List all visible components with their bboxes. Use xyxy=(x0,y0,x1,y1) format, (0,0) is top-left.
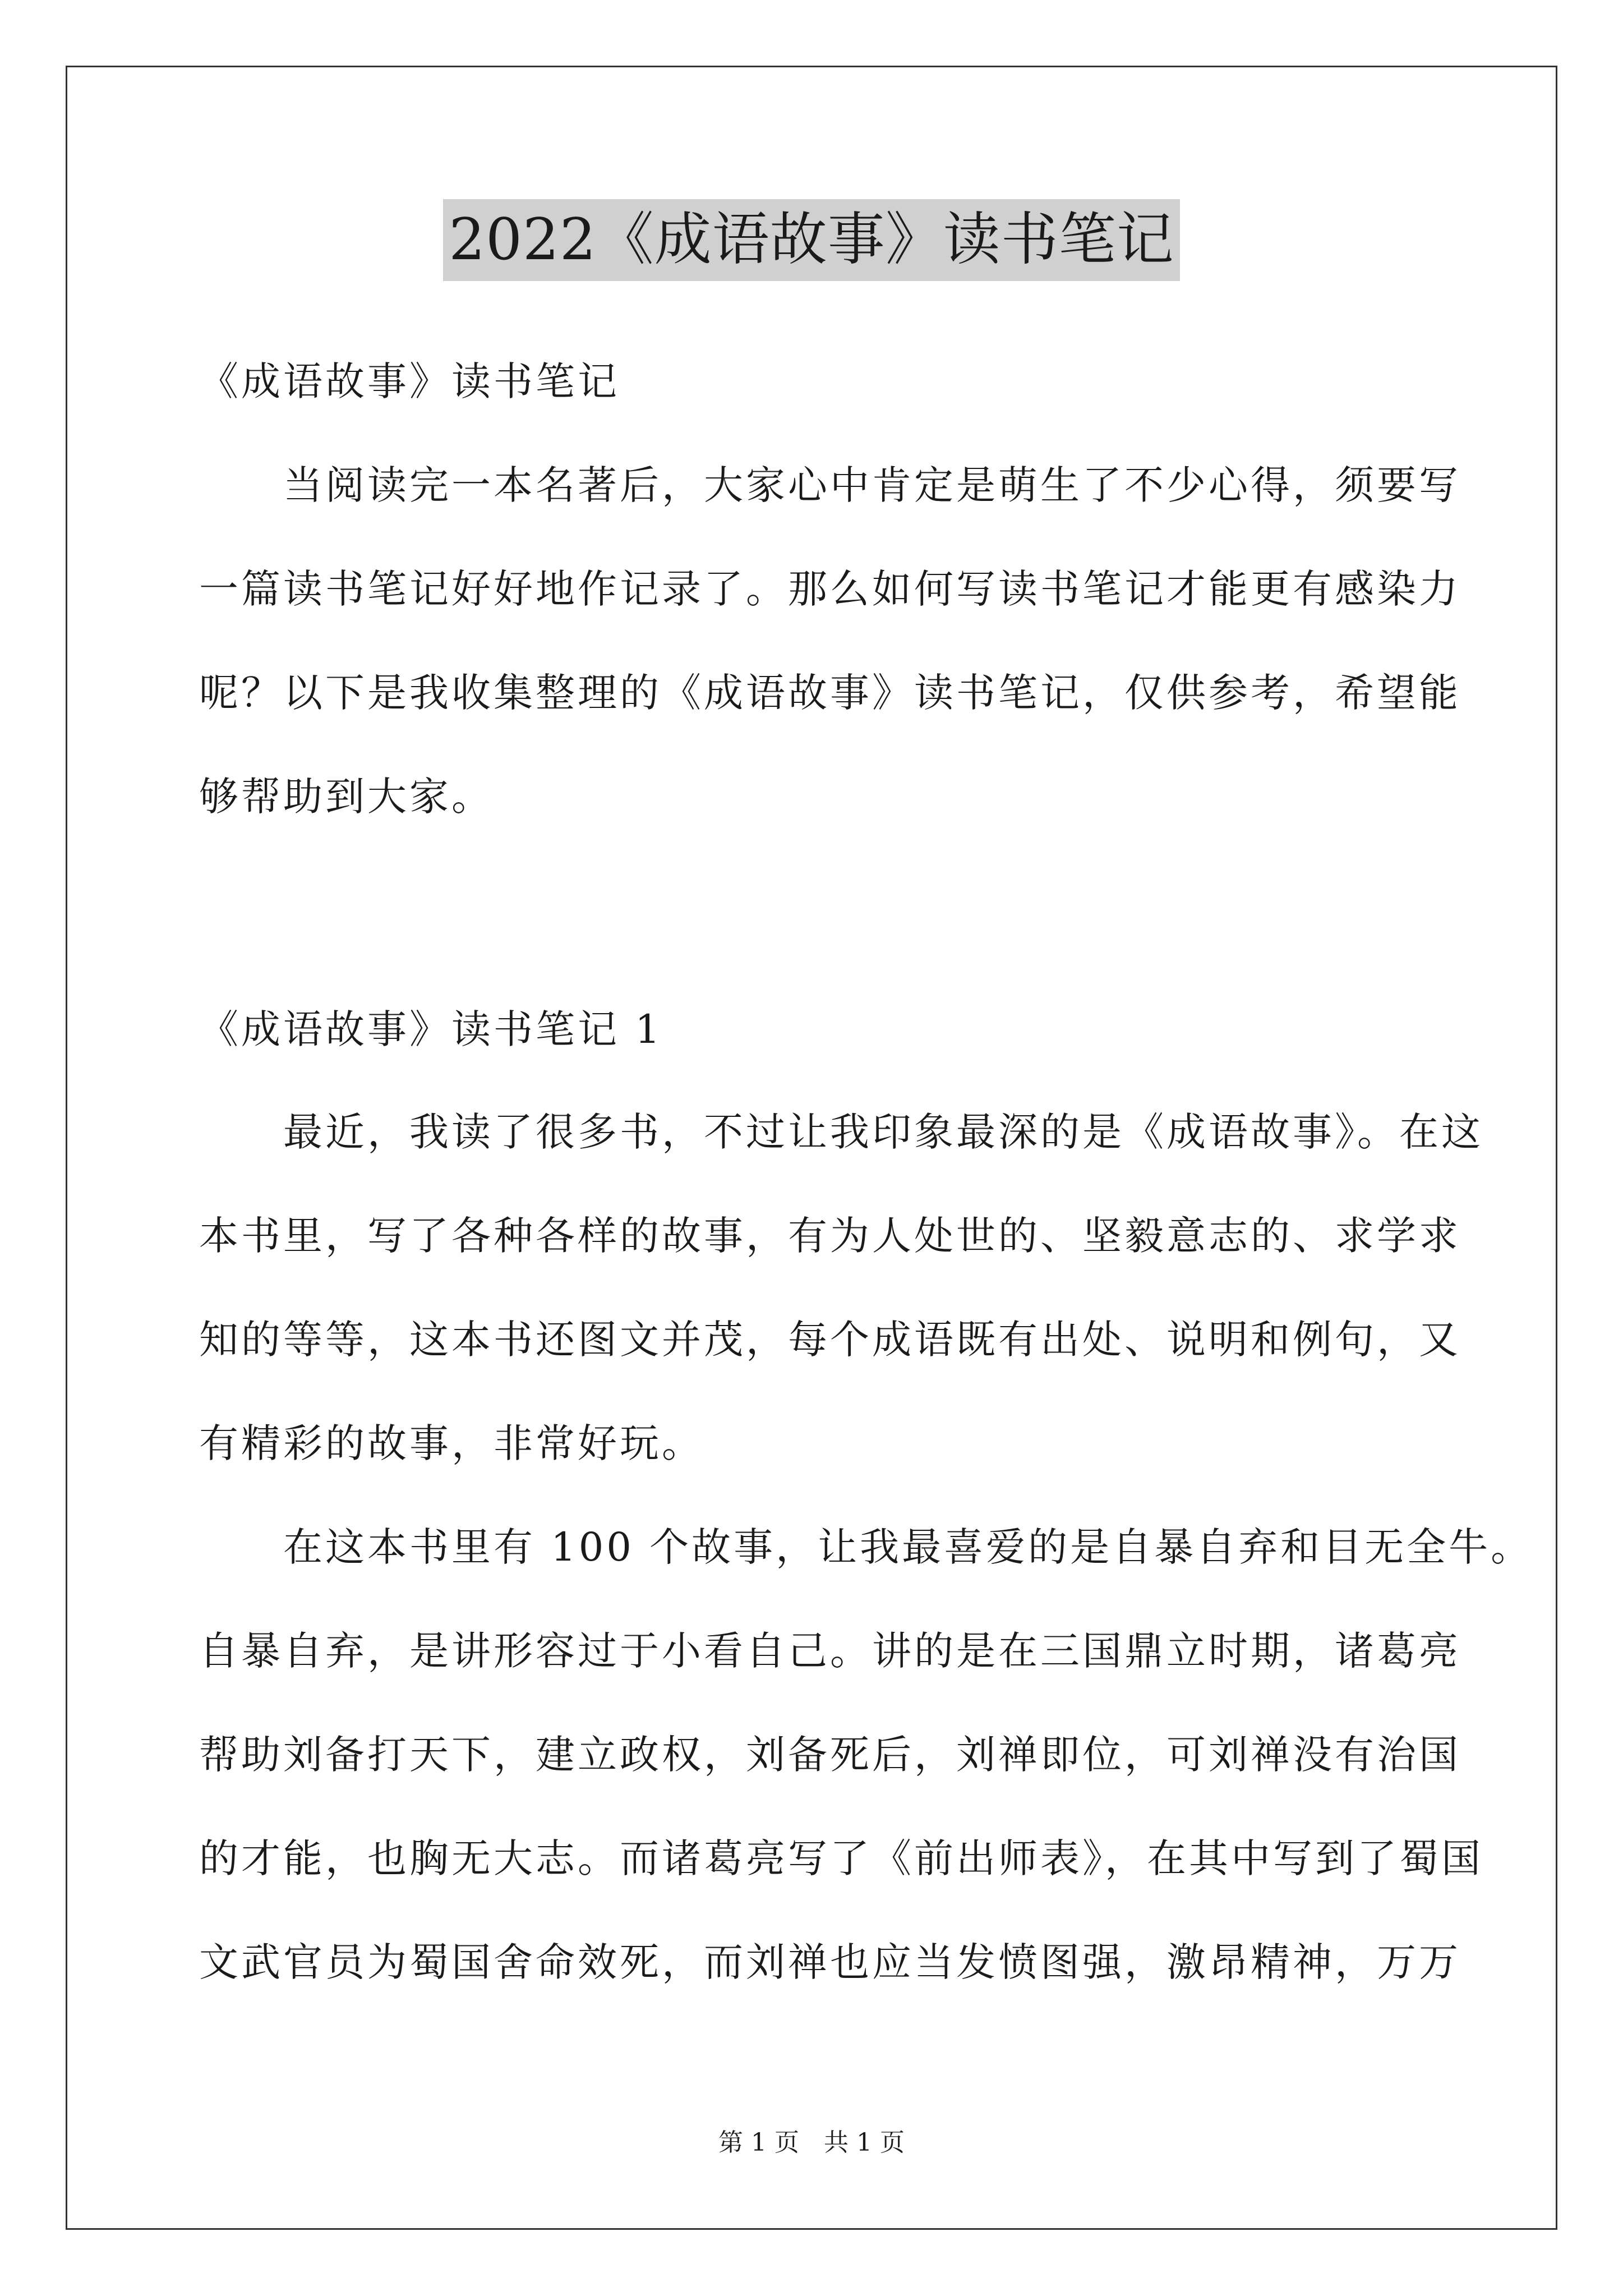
body-line: 的才能，也胸无大志。而诸葛亮写了《前出师表》，在其中写到了蜀国 xyxy=(199,1835,1483,1881)
body-line: 够帮助到大家。 xyxy=(199,774,494,820)
page-number-footer: 第 1 页 共 1 页 xyxy=(718,2128,905,2157)
section-heading: 《成语故事》读书笔记 1 xyxy=(199,1006,663,1052)
body-line: 文武官员为蜀国舍命效死，而刘禅也应当发愤图强，激昂精神，万万 xyxy=(199,1939,1461,1985)
body-line: 一篇读书笔记好好地作记录了。那么如何写读书笔记才能更有感染力 xyxy=(199,566,1461,612)
body-line: 最近，我读了很多书，不过让我印象最深的是《成语故事》。在这 xyxy=(199,1109,1483,1155)
body-line: 本书里，写了各种各样的故事，有为人处世的、坚毅意志的、求学求 xyxy=(199,1213,1461,1259)
body-line: 呢？以下是我收集整理的《成语故事》读书笔记，仅供参考，希望能 xyxy=(199,670,1461,716)
body-line: 自暴自弃，是讲形容过于小看自己。讲的是在三国鼎立时期，诸葛亮 xyxy=(199,1628,1461,1674)
body-line: 知的等等，这本书还图文并茂，每个成语既有出处、说明和例句，又 xyxy=(199,1317,1461,1363)
document-title: 2022《成语故事》读书笔记 xyxy=(443,199,1180,281)
body-line: 帮助刘备打天下，建立政权，刘备死后，刘禅即位，可刘禅没有治国 xyxy=(199,1732,1461,1778)
body-line: 当阅读完一本名著后，大家心中肯定是萌生了不少心得，须要写 xyxy=(199,462,1461,508)
body-line: 在这本书里有 100 个故事，让我最喜爱的是自暴自弃和目无全牛。 xyxy=(199,1524,1533,1570)
title-container xyxy=(0,199,1623,281)
body-line: 有精彩的故事，非常好玩。 xyxy=(199,1420,704,1466)
subtitle-line: 《成语故事》读书笔记 xyxy=(199,358,620,404)
